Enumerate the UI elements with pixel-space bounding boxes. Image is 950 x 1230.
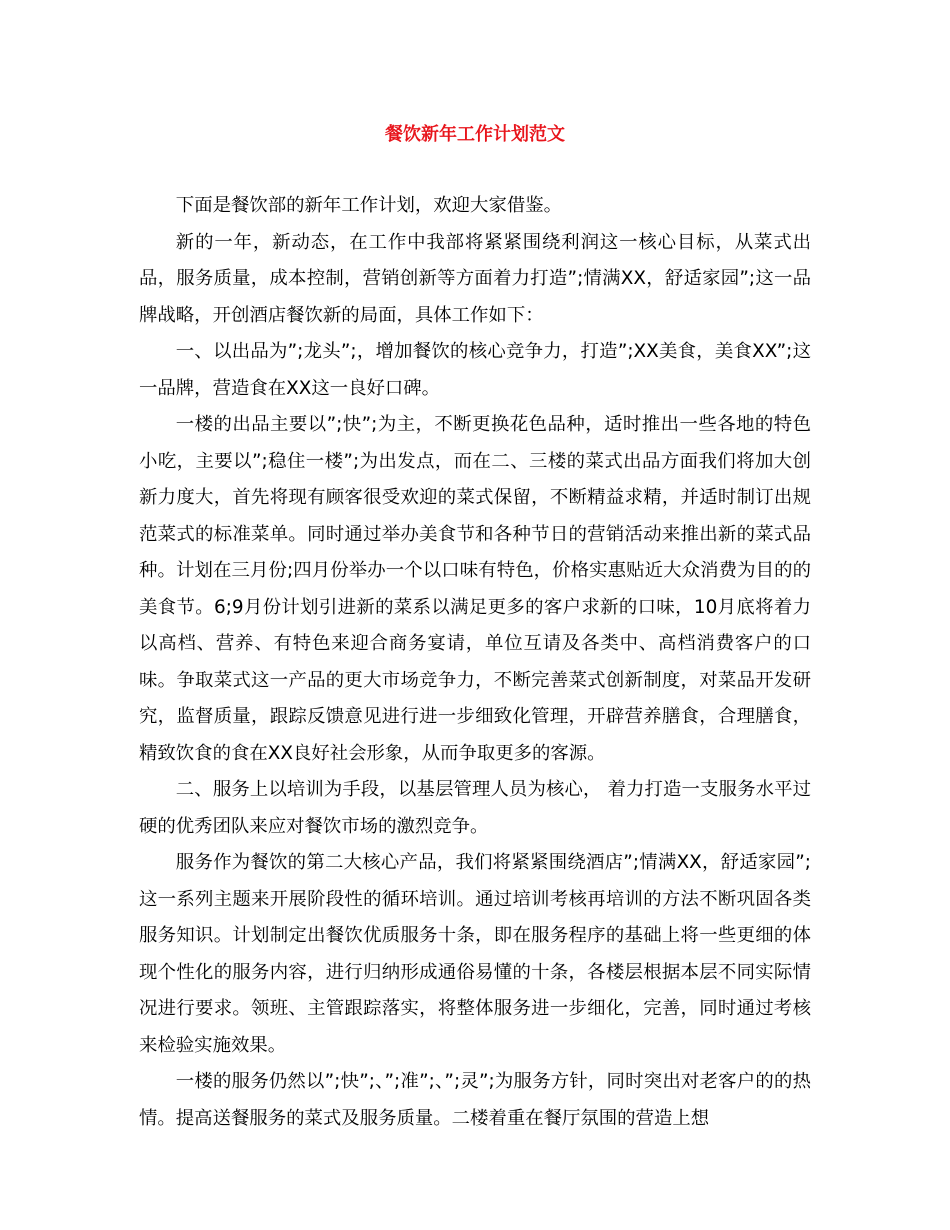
- paragraph-section-one-heading: 一、以出品为”;龙头”;，增加餐饮的核心竞争力，打造”;XX美食，美食XX”;这一品牌，营造食在XX这一良好口碑。: [139, 341, 811, 399]
- paragraph-section-one-body: 一楼的出品主要以”;快”;为主，不断更换花色品种，适时推出一些各地的特色小吃，主要以”;稳住一楼”;为出发点，而在二、三楼的菜式出品方面我们将加大创新力度大，首先将现有顾客很受欢迎的菜式保留，不断精益求精，并适时制订出规范菜式的标准菜单。同时通过举办美食节和各种节日的营销活动来推出新的菜式品种。计划在三月份;四月份举办一个以口味有特色，价格实惠贴近大众消费为目的的美食节。6;9月份计划引进新的菜系以满足更多的客户求新的口味，10月底将着力以高档、营养、有特色来迎合商务宴请，单位互请及各类中、高档消费客户的口味。争取菜式这一产品的更大市场竞争力，不断完善菜式创新制度，对菜品开发研究，监督质量，跟踪反馈意见进行进一步细致化管理，开辟营养膳食，合理膳食，精致饮食的食在XX良好社会形象，从而争取更多的客源。: [139, 414, 811, 764]
- document-title: 餐饮新年工作计划范文: [385, 124, 565, 145]
- paragraph-section-two-floors: 一楼的服务仍然以”;快”;、”;准”;、”;灵”;为服务方针，同时突出对老客户的的热情。提高送餐服务的菜式及服务质量。二楼着重在餐厅氛围的营造上想: [139, 1071, 811, 1129]
- paragraph-overview: 新的一年，新动态，在工作中我部将紧紧围绕利润这一核心目标，从菜式出品，服务质量，成本控制，营销创新等方面着力打造”;情满XX，舒适家园”;这一品牌战略，开创酒店餐饮新的局面，具体工作如下：: [139, 231, 811, 326]
- paragraph-section-two-body: 服务作为餐饮的第二大核心产品，我们将紧紧围绕酒店”;情满XX，舒适家园”;这一系列主题来开展阶段性的循环培训。通过培训考核再培训的方法不断巩固各类服务知识。计划制定出餐饮优质服务十条，即在服务程序的基础上将一些更细的体现个性化的服务内容，进行归纳形成通俗易懂的十条，各楼层根据本层不同实际情况进行要求。领班、主管跟踪落实，将整体服务进一步细化，完善，同时通过考核来检验实施效果。: [139, 852, 811, 1056]
- document-body: [139, 188, 811, 1137]
- paragraph-intro: 下面是餐饮部的新年工作计划，欢迎大家借鉴。: [175, 195, 563, 216]
- paragraph-section-two-heading: 二、服务上以培训为手段，以基层管理人员为核心， 着力打造一支服务水平过硬的优秀团队来应对餐饮市场的激烈竞争。: [139, 779, 811, 837]
